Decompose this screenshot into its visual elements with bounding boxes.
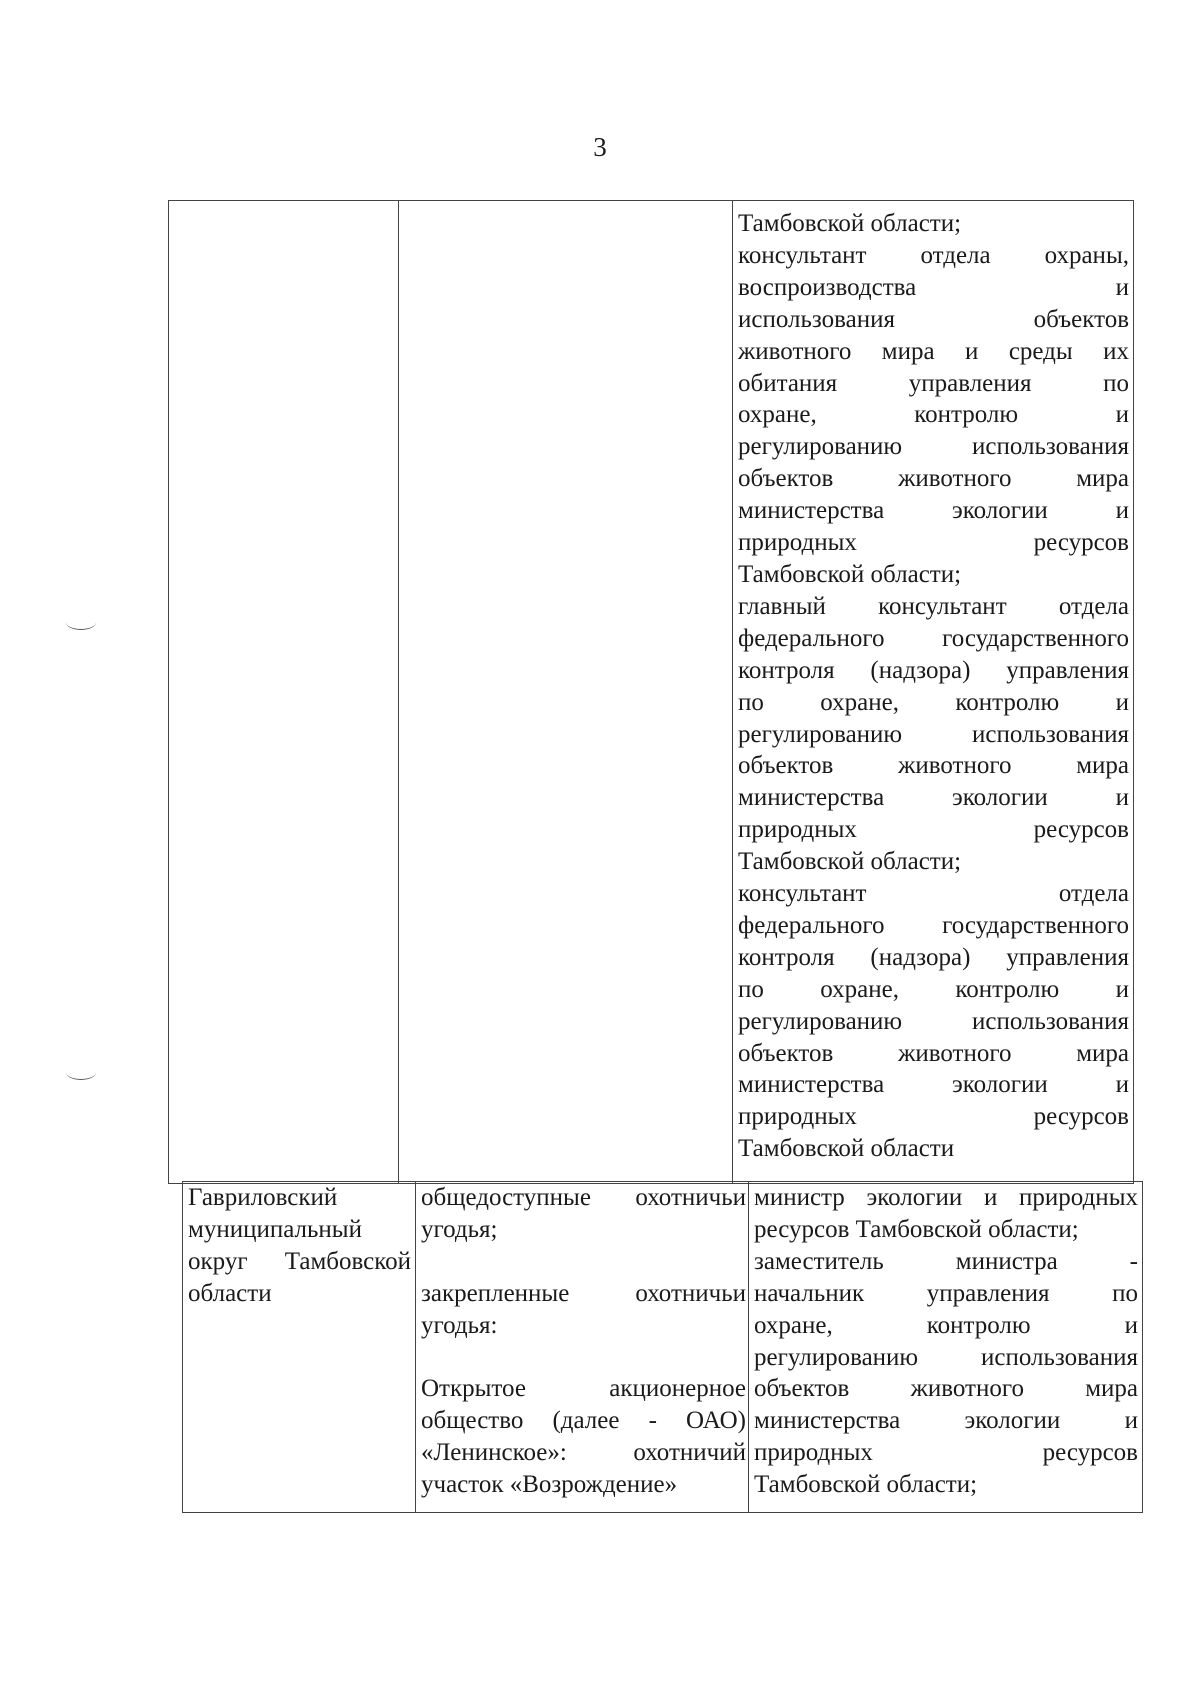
text-line: «Ленинское»: охотничий bbox=[421, 1439, 746, 1467]
text-line: охране, контролю и bbox=[738, 401, 1129, 429]
scan-artifact-mark bbox=[66, 615, 96, 630]
text-line: министерства экологии и bbox=[738, 1071, 1129, 1099]
officials-cell bbox=[749, 1182, 1143, 1513]
text-line: животного мира и среды их bbox=[738, 337, 1129, 365]
officials-cell bbox=[733, 201, 1134, 1184]
text-line: угодья; bbox=[421, 1215, 498, 1243]
text-line: объектов животного мира bbox=[738, 465, 1129, 493]
text-line: использования объектов bbox=[738, 305, 1129, 333]
text-line: области bbox=[188, 1279, 272, 1307]
text-line: округ Тамбовской bbox=[188, 1247, 411, 1275]
text-line: угодья: bbox=[421, 1311, 498, 1339]
text-line: заместитель министра - bbox=[754, 1247, 1138, 1275]
text-line: консультант отдела bbox=[738, 880, 1129, 908]
district-name bbox=[188, 1182, 411, 1310]
text-line: министерства экологии и bbox=[738, 784, 1129, 812]
text-line: Тамбовской области; bbox=[738, 210, 962, 237]
text-line: Гавриловский bbox=[188, 1184, 338, 1211]
text-line: главный консультант отдела bbox=[738, 592, 1129, 620]
table-continued-fragment bbox=[168, 200, 1134, 1184]
grounds-cell bbox=[416, 1182, 749, 1513]
text-line: участок «Возрождение» bbox=[421, 1471, 678, 1499]
text-line: по охране, контролю и bbox=[738, 975, 1129, 1003]
text-line: Тамбовской области; bbox=[738, 848, 962, 876]
text-line: консультант отдела охраны, bbox=[738, 241, 1129, 269]
text-line: контроля (надзора) управления bbox=[738, 656, 1129, 684]
text-line: охране, контролю и bbox=[754, 1311, 1138, 1339]
text-line: начальник управления по bbox=[754, 1279, 1138, 1307]
table-row bbox=[169, 201, 1134, 1184]
text-line: ресурсов Тамбовской области; bbox=[754, 1215, 1079, 1243]
text-line: регулированию использования bbox=[738, 1007, 1129, 1035]
blank-line bbox=[421, 1342, 746, 1374]
blank-line bbox=[421, 1246, 746, 1278]
text-line: Открытое акционерное bbox=[421, 1375, 746, 1403]
text-line: общедоступные охотничьи bbox=[421, 1184, 746, 1211]
officials-list-continued bbox=[738, 208, 1129, 1165]
text-line: федерального государственного bbox=[738, 911, 1129, 939]
text-line: министр экологии и природных bbox=[754, 1184, 1138, 1211]
text-line: министерства экологии и bbox=[754, 1407, 1138, 1435]
table-row-gavrilovsky bbox=[182, 1181, 1143, 1513]
page-number: 3 bbox=[593, 132, 607, 162]
text-line: объектов животного мира bbox=[738, 752, 1129, 780]
text-line: природных ресурсов bbox=[738, 1103, 1129, 1131]
table-row bbox=[183, 1182, 1143, 1513]
text-line: общество (далее - ОАО) bbox=[421, 1407, 746, 1435]
text-line: федерального государственного bbox=[738, 624, 1129, 652]
scan-artifact-mark bbox=[66, 1065, 96, 1080]
text-line: природных ресурсов bbox=[754, 1439, 1138, 1467]
text-line: природных ресурсов bbox=[738, 816, 1129, 844]
text-line: регулированию использования bbox=[738, 433, 1129, 461]
text-line: муниципальный bbox=[188, 1215, 362, 1243]
text-line: министерства экологии и bbox=[738, 497, 1129, 525]
text-line: Тамбовской области; bbox=[738, 560, 962, 588]
text-line: регулированию использования bbox=[754, 1343, 1138, 1371]
district-cell bbox=[183, 1182, 416, 1513]
text-line: регулированию использования bbox=[738, 720, 1129, 748]
text-line: Тамбовской области bbox=[738, 1135, 955, 1163]
hunting-grounds-list bbox=[421, 1182, 746, 1501]
text-line: объектов животного мира bbox=[738, 1039, 1129, 1067]
officials-list bbox=[754, 1182, 1138, 1501]
grounds-cell-empty bbox=[399, 201, 733, 1184]
text-line: обитания управления по bbox=[738, 369, 1129, 397]
text-line: природных ресурсов bbox=[738, 529, 1129, 557]
district-cell-empty bbox=[169, 201, 399, 1184]
text-line: Тамбовской области; bbox=[754, 1471, 978, 1499]
text-line: воспроизводства и bbox=[738, 273, 1129, 301]
text-line: объектов животного мира bbox=[754, 1375, 1138, 1403]
text-line: закрепленные охотничьи bbox=[421, 1279, 746, 1307]
text-line: по охране, контролю и bbox=[738, 688, 1129, 716]
text-line: контроля (надзора) управления bbox=[738, 943, 1129, 971]
